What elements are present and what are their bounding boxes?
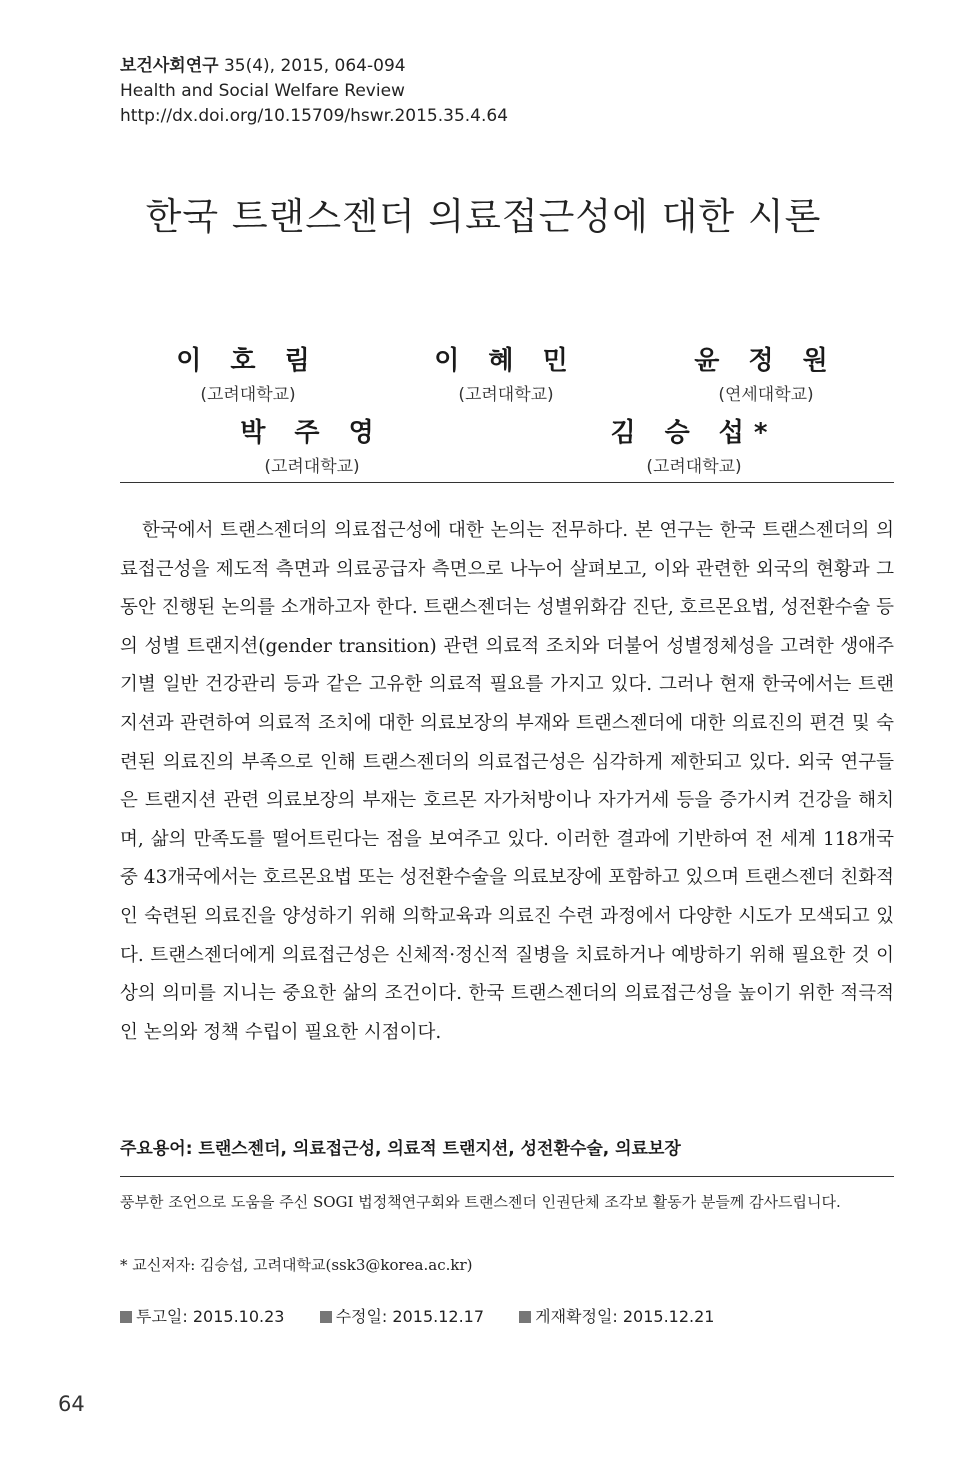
page-number: 64 (58, 1392, 85, 1416)
author-name: 이 혜 민 (434, 346, 578, 376)
abstract-text: 한국에서 트랜스젠더의 의료접근성에 대한 논의는 전무하다. 본 연구는 한국 트랜스젠더의 의료접근성을 제도적 측면과 의료공급자 측면으로 나누어 살펴보고, 이와 관련한 외국의 현황과 그동안 진행된 논의를 소개하고자 한다. 트랜스젠더는 성별위화감 진단, 호르몬요법, 성전환수술 등의 성별 트랜지션(gender transition) 관련 의료적 조치와 더불어 성별정체성을 고려한 생애주기별 일반 건강관리 등과 같은 고유한 의료적 필요를 가지고 있다. 그러나 현재 한국에서는 트랜지션과 관련하여 의료적 조치에 대한 의료보장의 부재와 트랜스젠더에 대한 의료진의 편견 및 숙련된 의료진의 부족으로 인해 트랜스젠더의 의료접근성은 심각하게 제한되고 있다. 외국 연구들은 트랜지션 관련 의료보장의 부재는 호르몬 자가처방이나 자가거세 등을 증가시켜 건강을 해치며, 삶의 만족도를 떨어트린다는 점을 보여주고 있다. 이러한 결과에 기반하여 전 세계 118개국 중 43개국에서는 호르몬요법 또는 성전환수술을 의료보장에 포함하고 있으며 트랜스젠더 친화적인 숙련된 의료진을 양성하기 위해 의학교육과 의료진 수련 과정에서 다양한 시도가 모색되고 있다. 트랜스젠더에게 의료접근성은 신체적·정신적 질병을 치료하거나 예방하기 위해 필요한 것 이상의 의미를 지니는 중요한 삶의 조건이다. 한국 트랜스젠더의 의료접근성을 높이기 위한 적극적인 논의와 정책 수립이 필요한 시점이다. (120, 520, 894, 1043)
author-name: 윤 정 원 (694, 346, 838, 376)
square-bullet-icon (120, 1311, 132, 1323)
author-affiliation: (고려대학교) (458, 385, 554, 405)
submitted-date: 투고일: 2015.10.23 (120, 1304, 284, 1327)
author-name: 김 승 섭* (610, 418, 778, 448)
acknowledgment-note: 풍부한 조언으로 도움을 주신 SOGI 법정책연구회와 트랜스젠더 인권단체 조각보 활동가 분들께 감사드립니다. (120, 1193, 841, 1211)
author-affiliation: (고려대학교) (646, 457, 742, 477)
author-name: 박 주 영 (240, 418, 384, 448)
journal-header (120, 54, 508, 129)
author-3 (656, 344, 876, 408)
corresponding-author-note: * 교신저자: 김승섭, 고려대학교(ssk3@korea.ac.kr) (120, 1256, 473, 1274)
author-name: 이 호 림 (176, 346, 320, 376)
square-bullet-icon (519, 1311, 531, 1323)
journal-name-en: Health and Social Welfare Review (120, 81, 405, 101)
journal-name-ko: 보건사회연구 (120, 56, 219, 76)
journal-volume: 35(4), 2015, 064-094 (223, 56, 406, 76)
author-affiliation: (고려대학교) (264, 457, 360, 477)
accepted-date: 게재확정일: 2015.12.21 (519, 1304, 714, 1327)
doi-link[interactable]: http://dx.doi.org/10.15709/hswr.2015.35.4.64 (120, 106, 509, 126)
keywords: 주요용어: 트랜스젠더, 의료접근성, 의료적 트랜지션, 성전환수술, 의료보장 (120, 1139, 681, 1159)
revised-date: 수정일: 2015.12.17 (320, 1304, 484, 1327)
square-bullet-icon (320, 1311, 332, 1323)
paper-title: 한국 트랜스젠더 의료접근성에 대한 시론 (145, 195, 822, 238)
article-dates (120, 1304, 745, 1327)
author-1 (138, 344, 358, 408)
author-2 (396, 344, 616, 408)
author-5 (584, 416, 804, 480)
author-4 (202, 416, 422, 480)
journal-citation (120, 54, 508, 79)
author-affiliation: (고려대학교) (200, 385, 296, 405)
author-affiliation: (연세대학교) (718, 385, 814, 405)
divider-top (120, 482, 894, 483)
divider-footnote (120, 1176, 894, 1177)
